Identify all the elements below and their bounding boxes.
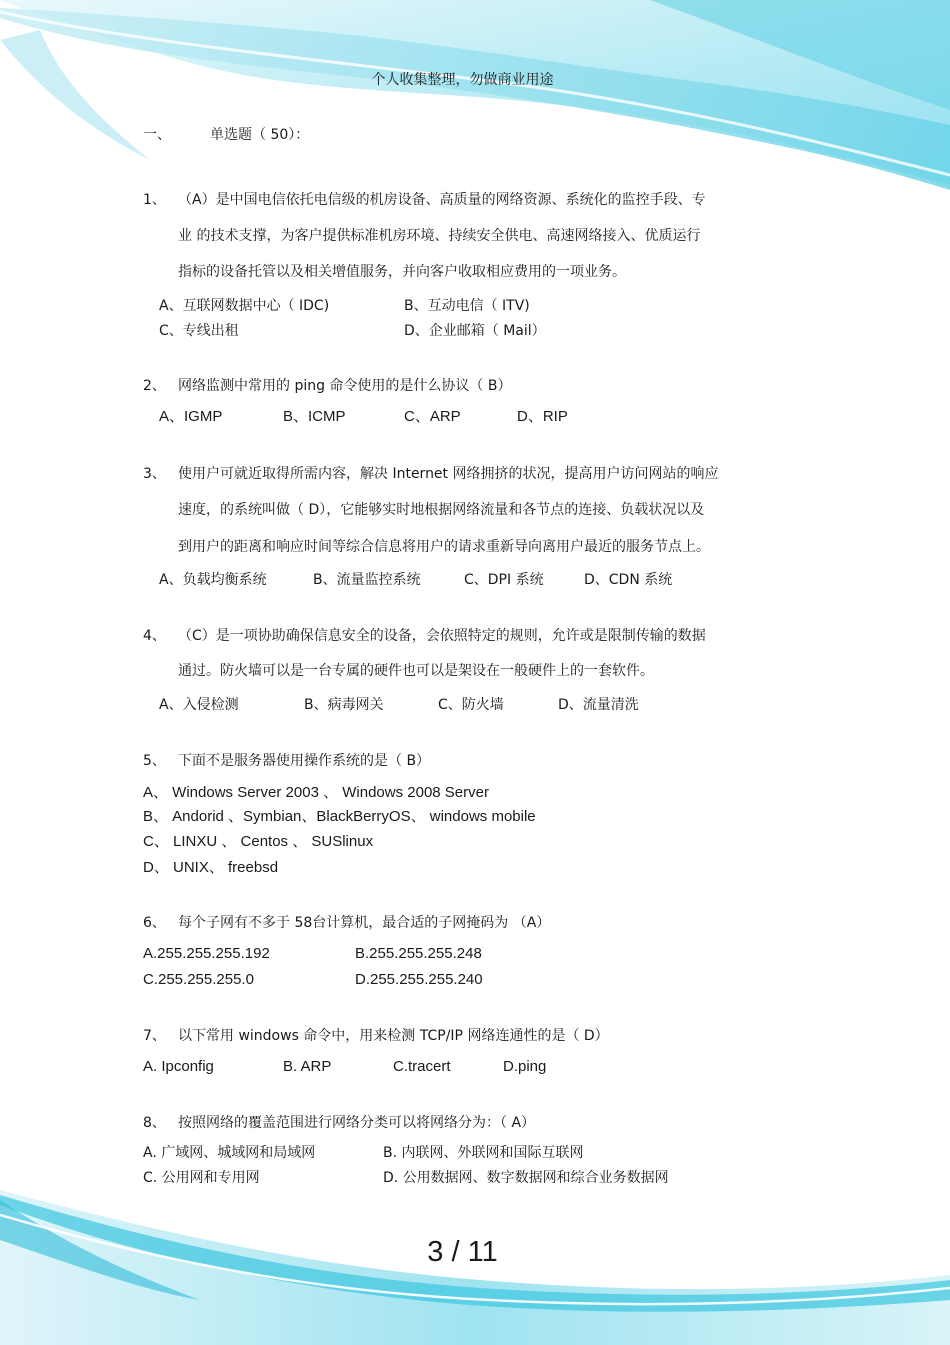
question-1-option-b: B、互动电信（ ITV) <box>404 298 530 314</box>
question-1-line-1: （A）是中国电信依托电信级的机房设备、高质量的网络资源、系统化的监控手段、专 <box>178 192 706 208</box>
question-2-option-a: A、IGMP <box>159 408 223 425</box>
question-8-line-1: 按照网络的覆盖范围进行网络分类可以将网络分为：（ A） <box>178 1115 536 1131</box>
question-5-number: 5、 <box>143 753 166 769</box>
page-header: 个人收集整理，勿做商业用途 <box>371 72 554 88</box>
question-5-line-1: 下面不是服务器使用操作系统的是（ B） <box>178 753 431 769</box>
question-4-option-d: D、流量清洗 <box>558 697 639 713</box>
question-8-number: 8、 <box>143 1115 166 1131</box>
question-3-number: 3、 <box>143 466 166 482</box>
question-3-option-b: B、流量监控系统 <box>313 572 421 588</box>
question-8-option-d: D. 公用数据网、数字数据网和综合业务数据网 <box>383 1170 669 1186</box>
question-5-option-a: A、 Windows Server 2003 、 Windows 2008 Server <box>143 784 489 801</box>
question-6-option-c: C.255.255.255.0 <box>143 971 254 988</box>
question-2-number: 2、 <box>143 378 166 394</box>
question-3-option-a: A、负载均衡系统 <box>159 572 267 588</box>
question-4-line-2: 通过。防火墙可以是一台专属的硬件也可以是架设在一般硬件上的一套软件。 <box>178 663 654 679</box>
question-3-option-c: C、DPI 系统 <box>464 572 544 588</box>
question-7-number: 7、 <box>143 1028 166 1044</box>
question-5-option-c: C、 LINXU 、 Centos 、 SUSlinux <box>143 833 374 850</box>
question-6-option-a: A.255.255.255.192 <box>143 945 270 962</box>
question-4-option-c: C、防火墙 <box>438 697 504 713</box>
question-6-option-b: B.255.255.255.248 <box>355 945 482 962</box>
question-7-option-c: C.tracert <box>393 1058 451 1075</box>
question-5-option-b: B、 Andorid 、Symbian、BlackBerryOS、 windows mobile <box>143 808 536 825</box>
page-number: 3 / 11 <box>427 1236 498 1268</box>
question-4-option-b: B、病毒网关 <box>304 697 384 713</box>
question-3-option-d: D、CDN 系统 <box>584 572 673 588</box>
question-2-line-1: 网络监测中常用的 ping 命令使用的是什么协议（ B） <box>178 378 512 394</box>
section-number: 一、 <box>143 127 171 143</box>
question-3-line-1: 使用户可就近取得所需内容，解决 Internet 网络拥挤的状况，提高用户访问网站的响应 <box>178 466 719 482</box>
question-8-option-b: B. 内联网、外联网和国际互联网 <box>383 1145 584 1161</box>
question-1-option-a: A、互联网数据中心（ IDC) <box>159 298 330 314</box>
question-4-number: 4、 <box>143 628 166 644</box>
question-1-number: 1、 <box>143 192 166 208</box>
question-2-option-d: D、RIP <box>517 408 568 425</box>
question-7-option-a: A. Ipconfig <box>143 1058 214 1075</box>
section-title: 单选题（ 50）： <box>210 127 310 143</box>
question-3-line-2: 速度，的系统叫做（ D），它能够实时地根据网络流量和各节点的连接、负载状况以及 <box>178 502 705 518</box>
question-6-number: 6、 <box>143 915 166 931</box>
question-8-option-c: C. 公用网和专用网 <box>143 1170 260 1186</box>
question-1-option-d: D、企业邮箱（ Mail） <box>404 323 546 339</box>
question-1-option-c: C、专线出租 <box>159 323 239 339</box>
question-1-line-2: 业 的技术支撑，为客户提供标准机房环境、持续安全供电、高速网络接入、优质运行 <box>178 228 701 244</box>
question-5-option-d: D、 UNIX、 freebsd <box>143 859 279 876</box>
question-3-line-3: 到用户的距离和响应时间等综合信息将用户的请求重新导向离用户最近的服务节点上。 <box>178 539 710 555</box>
question-2-option-b: B、ICMP <box>283 408 346 425</box>
question-7-option-b: B. ARP <box>283 1058 332 1075</box>
question-4-option-a: A、入侵检测 <box>159 697 239 713</box>
question-2-option-c: C、ARP <box>404 408 461 425</box>
question-6-option-d: D.255.255.255.240 <box>355 971 483 988</box>
question-6-line-1: 每个子网有不多于 58台计算机，最合适的子网掩码为 （A） <box>178 915 551 931</box>
question-1-line-3: 指标的设备托管以及相关增值服务，并向客户收取相应费用的一项业务。 <box>178 264 626 280</box>
question-7-option-d: D.ping <box>503 1058 547 1075</box>
top-wave-left-curl <box>0 30 150 160</box>
question-4-line-1: （C）是一项协助确保信息安全的设备，会依照特定的规则，允许或是限制传输的数据 <box>178 628 706 644</box>
question-7-line-1: 以下常用 windows 命令中，用来检测 TCP/IP 网络连通性的是（ D） <box>178 1028 609 1044</box>
question-8-option-a: A. 广域网、城域网和局域网 <box>143 1145 316 1161</box>
